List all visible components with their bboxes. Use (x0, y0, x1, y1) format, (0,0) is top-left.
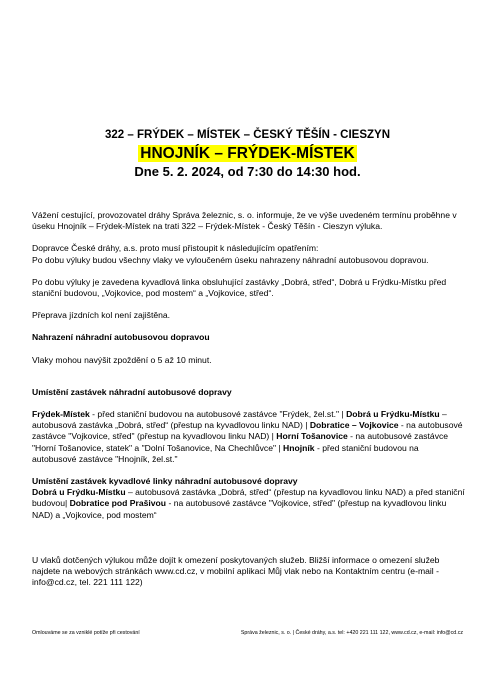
stop-name-dobra: Dobrá u Frýdku-Místku (346, 409, 440, 420)
stop-name-hnojnik: Hnojník (283, 442, 315, 453)
stop-text-frydek: - před staniční budovou na autobusové zastávce "Frýdek, žel.st." | (89, 409, 347, 420)
notice-body (32, 210, 465, 588)
bikes-paragraph: Přeprava jízdních kol není zajištěna. (32, 310, 171, 321)
closing-paragraph: U vlaků dotčených výlukou může dojít k omezení poskytovaných služeb. Bližší informace o omezení služeb najdete na webových stránkách www.cd.cz, v mobilní aplikaci Můj vlak nebo na Kontaktním centru (e-mail - info@cd.cz, tel. 221 111 122) (32, 554, 440, 588)
shuttle-stop-text-dobra: – autobusová zastávka „Dobrá, střed“ (přestup na kyvadlovou linku NAD) a před staniční budovou| (32, 487, 465, 509)
notice-header (0, 128, 495, 181)
closure-date: Dne 5. 2. 2024, od 7:30 do 14:30 hod. (134, 164, 361, 179)
shuttle-heading: Umístění zastávek kyvadlové linky náhradní autobusové dopravy (32, 476, 298, 487)
footer-apology: Omlouváme se za vzniklé potíže při cestování (32, 630, 140, 636)
footer-contact: Správa železnic, s. o. | České dráhy, a.s. tel: +420 221 111 122, www.cd.cz, e-mail: info@cd.cz (240, 630, 463, 636)
stop-text-hnojnik: - před staniční budovou na autobusové zastávce "Hnojník, žel.st." (32, 442, 419, 464)
shuttle-stop-name-dobra: Dobrá u Frýdku-Místku (32, 487, 126, 498)
stop-text-dobra: – autobusová zastávka „Dobrá, střed“ (přestup na kyvadlovou linku NAD) | (32, 409, 447, 431)
stops-list (32, 409, 465, 465)
replacement-heading: Nahrazení náhradní autobusovou dopravou (32, 332, 210, 343)
carrier-line-1: Dopravce České dráhy, a.s. proto musí přistoupit k následujícím opatřením: (32, 243, 319, 254)
route-title: 322 – FRÝDEK – MÍSTEK – ČESKÝ TĚŠÍN - CIESZYN (104, 129, 390, 141)
carrier-paragraph (32, 243, 465, 265)
intro-paragraph: Vážení cestující, provozovatel dráhy Správa železnic, s. o. informuje, že ve výše uvedeném termínu proběhne v úseku Hnojník – Frýdek-Místek na trati 322 – Frýdek-Místek - Český Těšín - Cieszyn výluka. (32, 210, 457, 232)
shuttle-stop-name-prasivou: Dobratice pod Prašivou (69, 498, 167, 509)
stop-text-dobratice: - na autobusové zastávce "Vojkovice, střed" (přestup na kyvadlovou linku NAD) | (32, 420, 463, 442)
stops-heading: Umístění zastávek náhradní autobusové dopravy (32, 386, 232, 397)
stop-name-dobratice: Dobratice – Vojkovice (309, 420, 399, 431)
stop-text-horni-tosanovice: - na autobusové zastávce "Horní Tošanovice, statek" a "Dolní Tošanovice, Na Chechlůvce" | (32, 431, 449, 453)
carrier-line-2: Po dobu výluky budou všechny vlaky ve vyloučeném úseku nahrazeny náhradní autobusovou dopravou. (32, 254, 429, 265)
section-subtitle: HNOJNÍK – FRÝDEK-MÍSTEK (140, 145, 355, 162)
shuttle-paragraph: Po dobu výluky je zavedena kyvadlová linka obsluhující zastávky „Dobrá, střed“, Dobrá u Frýdku-Místku před staniční budovou, „Vojkovice, pod mostem“ a „Vojkovice, střed“. (32, 276, 447, 299)
delay-paragraph: Vlaky mohou navýšit zpoždění o 5 až 10 minut. (32, 354, 212, 365)
stop-name-frydek: Frýdek-Místek (32, 409, 90, 420)
shuttle-stop-text-prasivou: - na autobusové zastávce "Vojkovice, střed" (přestup na kyvadlovou linku NAD) a „Vojkovice, pod mostem“ (32, 498, 447, 520)
shuttle-stops-list (32, 487, 465, 521)
stop-name-horni-tosanovice: Horní Tošanovice (276, 431, 348, 442)
